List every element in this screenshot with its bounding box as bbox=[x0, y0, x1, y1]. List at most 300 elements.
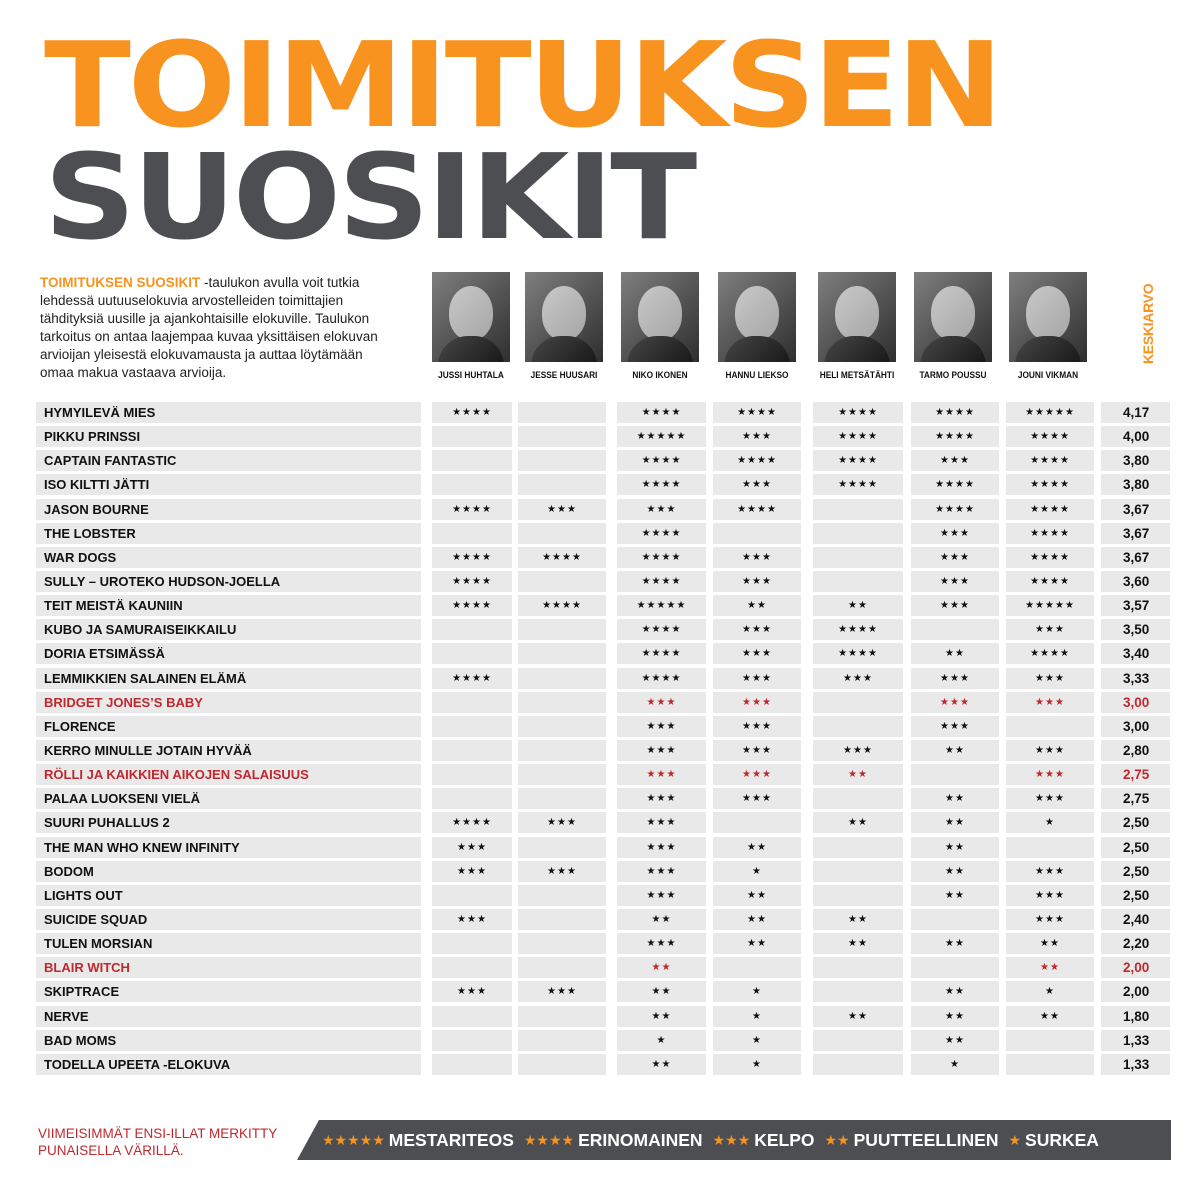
rating-cell bbox=[432, 474, 512, 495]
table-row bbox=[36, 980, 1170, 1004]
rating-cell bbox=[518, 957, 606, 978]
legend-stars-icon: ★★★★ bbox=[523, 1131, 575, 1148]
rating-cell: ★★★★ bbox=[518, 547, 606, 568]
rating-cell: ★ bbox=[713, 1030, 801, 1051]
average-cell: 2,75 bbox=[1101, 764, 1170, 785]
rating-cell: ★★★★ bbox=[1006, 571, 1094, 592]
movie-title: KUBO JA SAMURAISEIKKAILU bbox=[36, 619, 421, 640]
movie-title: ISO KILTTI JÄTTI bbox=[36, 474, 421, 495]
rating-cell bbox=[911, 909, 999, 930]
average-cell: 2,50 bbox=[1101, 837, 1170, 858]
rating-cell: ★★★ bbox=[432, 909, 512, 930]
rating-cell: ★★★ bbox=[713, 692, 801, 713]
rating-cell: ★★★★ bbox=[432, 402, 512, 423]
rating-cell: ★★★★★ bbox=[1006, 595, 1094, 616]
legend-label: SURKEA bbox=[1025, 1129, 1099, 1150]
rating-cell: ★★★ bbox=[713, 547, 801, 568]
rating-cell bbox=[518, 692, 606, 713]
rating-cell bbox=[813, 861, 903, 882]
table-row bbox=[36, 522, 1170, 546]
rating-cell: ★★★ bbox=[813, 740, 903, 761]
rating-cell: ★★ bbox=[911, 740, 999, 761]
rating-cell: ★★★ bbox=[713, 643, 801, 664]
table-row bbox=[36, 401, 1170, 425]
movie-title: RÖLLI JA KAIKKIEN AIKOJEN SALAISUUS bbox=[36, 764, 421, 785]
rating-cell: ★★★★ bbox=[617, 474, 706, 495]
rating-cell: ★★ bbox=[813, 764, 903, 785]
movie-title: BAD MOMS bbox=[36, 1030, 421, 1051]
rating-cell: ★★★ bbox=[813, 668, 903, 689]
rating-cell bbox=[432, 619, 512, 640]
rating-cell: ★★★★ bbox=[813, 426, 903, 447]
legend-stars-icon: ★★ bbox=[824, 1131, 850, 1148]
critic-name: HANNU LIEKSO bbox=[725, 370, 789, 380]
rating-cell: ★★★★ bbox=[713, 450, 801, 471]
rating-cell: ★★★★ bbox=[713, 499, 801, 520]
table-row bbox=[36, 642, 1170, 666]
rating-cell: ★★★★ bbox=[911, 474, 999, 495]
average-cell: 3,57 bbox=[1101, 595, 1170, 616]
rating-cell: ★★★ bbox=[911, 668, 999, 689]
rating-cell: ★★★ bbox=[617, 716, 706, 737]
rating-cell: ★★★★ bbox=[432, 668, 512, 689]
rating-cell: ★★★ bbox=[617, 788, 706, 809]
critic-column-header bbox=[612, 272, 708, 380]
table-row bbox=[36, 860, 1170, 884]
rating-cell: ★★ bbox=[617, 957, 706, 978]
rating-cell: ★ bbox=[713, 981, 801, 1002]
rating-cell bbox=[518, 1006, 606, 1027]
average-cell: 3,80 bbox=[1101, 450, 1170, 471]
rating-cell: ★ bbox=[911, 1054, 999, 1075]
table-row bbox=[36, 425, 1170, 449]
rating-cell: ★ bbox=[713, 1006, 801, 1027]
table-row bbox=[36, 739, 1170, 763]
rating-cell: ★★★ bbox=[617, 740, 706, 761]
rating-cell: ★★ bbox=[911, 643, 999, 664]
rating-cell: ★★★ bbox=[911, 547, 999, 568]
rating-cell: ★★ bbox=[911, 1030, 999, 1051]
rating-cell: ★★★ bbox=[617, 861, 706, 882]
rating-cell bbox=[518, 523, 606, 544]
rating-cell bbox=[432, 1030, 512, 1051]
rating-cell: ★★★ bbox=[1006, 692, 1094, 713]
rating-cell: ★★ bbox=[713, 837, 801, 858]
rating-cell bbox=[518, 426, 606, 447]
legend-label: MESTARITEOS bbox=[388, 1129, 514, 1150]
critic-column-header bbox=[516, 272, 612, 380]
rating-cell bbox=[813, 1030, 903, 1051]
rating-cell bbox=[432, 933, 512, 954]
rating-cell: ★★★ bbox=[617, 764, 706, 785]
rating-cell: ★★ bbox=[911, 837, 999, 858]
rating-cell bbox=[518, 571, 606, 592]
rating-cell: ★★★ bbox=[617, 885, 706, 906]
rating-cell: ★★★★ bbox=[432, 547, 512, 568]
rating-cell bbox=[813, 788, 903, 809]
movie-title: LEMMIKKIEN SALAINEN ELÄMÄ bbox=[36, 668, 421, 689]
movie-title: SUURI PUHALLUS 2 bbox=[36, 812, 421, 833]
rating-cell: ★★★★ bbox=[813, 450, 903, 471]
rating-cell: ★★★★ bbox=[617, 523, 706, 544]
rating-cell bbox=[432, 523, 512, 544]
rating-cell bbox=[813, 523, 903, 544]
rating-cell: ★★★ bbox=[713, 619, 801, 640]
rating-cell bbox=[813, 885, 903, 906]
rating-cell: ★★★★ bbox=[432, 812, 512, 833]
rating-cell: ★★ bbox=[617, 1054, 706, 1075]
rating-cell: ★★★ bbox=[1006, 861, 1094, 882]
rating-cell: ★★★★ bbox=[432, 595, 512, 616]
table-row bbox=[36, 667, 1170, 691]
table-row bbox=[36, 956, 1170, 980]
rating-cell: ★★★ bbox=[713, 740, 801, 761]
legend-label: PUUTTEELLINEN bbox=[853, 1129, 999, 1150]
rating-cell: ★★★★★ bbox=[617, 426, 706, 447]
rating-cell: ★★★★ bbox=[432, 499, 512, 520]
rating-cell: ★★★ bbox=[1006, 788, 1094, 809]
rating-cell: ★★ bbox=[911, 1006, 999, 1027]
movie-title: SKIPTRACE bbox=[36, 981, 421, 1002]
rating-cell: ★★★★ bbox=[617, 450, 706, 471]
rating-cell: ★★★★ bbox=[1006, 547, 1094, 568]
rating-cell: ★★ bbox=[911, 861, 999, 882]
rating-cell: ★ bbox=[713, 1054, 801, 1075]
rating-cell: ★★★ bbox=[713, 716, 801, 737]
average-cell: 1,80 bbox=[1101, 1006, 1170, 1027]
average-cell: 2,50 bbox=[1101, 861, 1170, 882]
average-cell: 2,40 bbox=[1101, 909, 1170, 930]
rating-cell bbox=[432, 643, 512, 664]
rating-cell bbox=[518, 402, 606, 423]
rating-cell: ★★★ bbox=[518, 861, 606, 882]
rating-cell bbox=[1006, 837, 1094, 858]
page-title-line2: SUOSIKIT bbox=[44, 128, 694, 266]
legend-label: KELPO bbox=[754, 1129, 815, 1150]
rating-cell bbox=[518, 885, 606, 906]
table-row bbox=[36, 1005, 1170, 1029]
rating-cell: ★★★ bbox=[911, 716, 999, 737]
movie-title: SUICIDE SQUAD bbox=[36, 909, 421, 930]
legend-items bbox=[322, 1120, 1105, 1160]
movie-title: PALAA LUOKSENI VIELÄ bbox=[36, 788, 421, 809]
rating-cell: ★★★★ bbox=[1006, 643, 1094, 664]
rating-cell: ★★★ bbox=[911, 692, 999, 713]
rating-cell: ★★★★ bbox=[713, 402, 801, 423]
table-row bbox=[36, 908, 1170, 932]
rating-cell bbox=[813, 716, 903, 737]
table-row bbox=[36, 618, 1170, 642]
rating-cell: ★ bbox=[1006, 812, 1094, 833]
movie-title: TODELLA UPEETA -ELOKUVA bbox=[36, 1054, 421, 1075]
rating-cell bbox=[432, 426, 512, 447]
critic-name: JESSE HUUSARI bbox=[530, 370, 598, 380]
average-cell: 2,80 bbox=[1101, 740, 1170, 761]
average-cell: 3,33 bbox=[1101, 668, 1170, 689]
rating-cell: ★★★★ bbox=[1006, 426, 1094, 447]
movie-title: SULLY – UROTEKO HUDSON-JOELLA bbox=[36, 571, 421, 592]
rating-cell: ★★★★ bbox=[617, 619, 706, 640]
rating-cell: ★★★★★ bbox=[1006, 402, 1094, 423]
average-cell: 3,67 bbox=[1101, 547, 1170, 568]
rating-cell: ★★★★ bbox=[813, 643, 903, 664]
rating-cell: ★★★★ bbox=[617, 668, 706, 689]
rating-cell: ★★★ bbox=[518, 812, 606, 833]
rating-cell: ★★★ bbox=[617, 499, 706, 520]
critic-photo bbox=[914, 272, 992, 362]
rating-cell: ★★ bbox=[1006, 933, 1094, 954]
rating-cell: ★★★ bbox=[1006, 764, 1094, 785]
rating-cell bbox=[1006, 1054, 1094, 1075]
rating-cell: ★★ bbox=[713, 909, 801, 930]
table-row bbox=[36, 546, 1170, 570]
table-row bbox=[36, 787, 1170, 811]
critic-column-header bbox=[905, 272, 1001, 380]
rating-cell: ★★★★ bbox=[1006, 523, 1094, 544]
table-row bbox=[36, 691, 1170, 715]
critic-photo bbox=[718, 272, 796, 362]
legend-stars-icon: ★ bbox=[1008, 1131, 1022, 1148]
rating-cell: ★★ bbox=[713, 885, 801, 906]
intro-body: -taulukon avulla voit tutkia lehdessä uutuuselokuvia arvostelleiden toimittajien tähdityksiä uusille ja ajankohtaisille elokuville. Taulukon tarkoitus on antaa laajempaa kuvaa yksittäisen elokuvan arvioijan yleisestä elokuvamausta ja auttaa löytämään omaa makua vastaava arvioija. bbox=[40, 275, 378, 380]
average-column-label bbox=[1124, 272, 1156, 364]
rating-cell bbox=[813, 499, 903, 520]
movie-title: PIKKU PRINSSI bbox=[36, 426, 421, 447]
rating-cell: ★★★ bbox=[1006, 619, 1094, 640]
rating-cell: ★★ bbox=[1006, 1006, 1094, 1027]
rating-cell bbox=[813, 692, 903, 713]
rating-cell: ★★★★ bbox=[617, 643, 706, 664]
average-cell: 2,75 bbox=[1101, 788, 1170, 809]
rating-cell: ★★★★ bbox=[911, 499, 999, 520]
rating-cell: ★★★ bbox=[911, 450, 999, 471]
rating-cell bbox=[432, 740, 512, 761]
average-cell: 2,50 bbox=[1101, 885, 1170, 906]
rating-cell: ★★★★ bbox=[1006, 499, 1094, 520]
rating-cell bbox=[518, 1054, 606, 1075]
rating-cell: ★★★ bbox=[911, 523, 999, 544]
rating-cell: ★★★ bbox=[1006, 885, 1094, 906]
rating-cell: ★★★ bbox=[518, 499, 606, 520]
intro-highlight: TOIMITUKSEN SUOSIKIT bbox=[40, 275, 201, 290]
rating-cell: ★ bbox=[1006, 981, 1094, 1002]
rating-cell: ★★ bbox=[813, 909, 903, 930]
rating-cell: ★★ bbox=[813, 933, 903, 954]
critic-column-header bbox=[709, 272, 805, 380]
legend-note: VIIMEISIMMÄT ENSI-ILLAT MERKITTY PUNAISELLA VÄRILLÄ. bbox=[38, 1126, 278, 1158]
critic-name: TARMO POUSSU bbox=[919, 370, 987, 380]
rating-cell: ★★★★ bbox=[911, 426, 999, 447]
average-label-text: KESKIARVO bbox=[1140, 283, 1156, 364]
rating-cell: ★★★ bbox=[911, 571, 999, 592]
intro-text bbox=[40, 274, 390, 382]
rating-cell bbox=[518, 764, 606, 785]
rating-cell: ★★★ bbox=[713, 668, 801, 689]
critic-name: JOUNI VIKMAN bbox=[1017, 370, 1079, 380]
rating-cell: ★★★ bbox=[911, 595, 999, 616]
rating-cell: ★★ bbox=[1006, 957, 1094, 978]
rating-cell: ★★★ bbox=[432, 837, 512, 858]
rating-cell: ★★★★ bbox=[432, 571, 512, 592]
rating-cell: ★★★ bbox=[713, 788, 801, 809]
rating-cell bbox=[813, 571, 903, 592]
critic-name: HELI METSÄTÄHTI bbox=[819, 370, 895, 380]
rating-cell: ★★ bbox=[713, 933, 801, 954]
rating-cell: ★★★★ bbox=[1006, 474, 1094, 495]
rating-cell: ★★★ bbox=[518, 981, 606, 1002]
rating-cell bbox=[518, 1030, 606, 1051]
table-row bbox=[36, 473, 1170, 497]
rating-cell bbox=[713, 523, 801, 544]
legend-label: ERINOMAINEN bbox=[578, 1129, 703, 1150]
rating-cell bbox=[432, 957, 512, 978]
rating-cell: ★★★★ bbox=[617, 402, 706, 423]
rating-cell bbox=[1006, 1030, 1094, 1051]
rating-cell bbox=[518, 450, 606, 471]
rating-cell: ★★★ bbox=[432, 861, 512, 882]
rating-cell: ★★ bbox=[911, 981, 999, 1002]
critic-photo bbox=[818, 272, 896, 362]
rating-cell bbox=[432, 716, 512, 737]
rating-cell: ★★★ bbox=[617, 933, 706, 954]
average-cell: 3,60 bbox=[1101, 571, 1170, 592]
average-cell: 1,33 bbox=[1101, 1030, 1170, 1051]
rating-cell bbox=[432, 788, 512, 809]
rating-cell: ★★ bbox=[911, 933, 999, 954]
table-row bbox=[36, 1029, 1170, 1053]
rating-cell bbox=[432, 1006, 512, 1027]
rating-cell: ★★ bbox=[813, 1006, 903, 1027]
average-cell: 3,67 bbox=[1101, 499, 1170, 520]
movie-title: TEIT MEISTÄ KAUNIIN bbox=[36, 595, 421, 616]
rating-cell bbox=[518, 716, 606, 737]
movie-title: LIGHTS OUT bbox=[36, 885, 421, 906]
critic-column-header bbox=[423, 272, 519, 380]
movie-title: BLAIR WITCH bbox=[36, 957, 421, 978]
rating-cell bbox=[518, 837, 606, 858]
legend-stars-icon: ★★★ bbox=[712, 1131, 751, 1148]
rating-cell bbox=[432, 885, 512, 906]
rating-cell bbox=[518, 619, 606, 640]
critic-column-header bbox=[809, 272, 905, 380]
movie-title: WAR DOGS bbox=[36, 547, 421, 568]
rating-cell: ★★★ bbox=[1006, 668, 1094, 689]
rating-cell: ★★ bbox=[617, 981, 706, 1002]
rating-cell bbox=[713, 812, 801, 833]
average-cell: 1,33 bbox=[1101, 1054, 1170, 1075]
average-cell: 2,00 bbox=[1101, 981, 1170, 1002]
rating-cell: ★★ bbox=[813, 812, 903, 833]
table-row bbox=[36, 884, 1170, 908]
rating-cell: ★★★★ bbox=[1006, 450, 1094, 471]
movie-title: CAPTAIN FANTASTIC bbox=[36, 450, 421, 471]
rating-cell bbox=[813, 837, 903, 858]
rating-cell: ★★★ bbox=[713, 764, 801, 785]
average-cell: 3,80 bbox=[1101, 474, 1170, 495]
rating-cell: ★ bbox=[617, 1030, 706, 1051]
average-cell: 4,00 bbox=[1101, 426, 1170, 447]
rating-cell: ★★★★ bbox=[813, 474, 903, 495]
rating-cell: ★★★ bbox=[1006, 740, 1094, 761]
rating-cell bbox=[911, 619, 999, 640]
rating-cell bbox=[432, 764, 512, 785]
rating-cell bbox=[1006, 716, 1094, 737]
rating-cell bbox=[432, 1054, 512, 1075]
table-row bbox=[36, 498, 1170, 522]
critic-photo bbox=[525, 272, 603, 362]
rating-cell: ★★★ bbox=[713, 571, 801, 592]
average-cell: 3,67 bbox=[1101, 523, 1170, 544]
rating-cell bbox=[518, 474, 606, 495]
critic-photo bbox=[1009, 272, 1087, 362]
rating-cell bbox=[911, 957, 999, 978]
rating-cell: ★★★ bbox=[432, 981, 512, 1002]
average-cell: 3,00 bbox=[1101, 716, 1170, 737]
movie-title: KERRO MINULLE JOTAIN HYVÄÄ bbox=[36, 740, 421, 761]
average-cell: 3,40 bbox=[1101, 643, 1170, 664]
rating-cell: ★★ bbox=[911, 885, 999, 906]
table-row bbox=[36, 594, 1170, 618]
movie-title: NERVE bbox=[36, 1006, 421, 1027]
legend-stars-icon: ★★★★★ bbox=[322, 1131, 385, 1148]
rating-cell: ★★ bbox=[911, 788, 999, 809]
table-row bbox=[36, 932, 1170, 956]
table-row bbox=[36, 763, 1170, 787]
rating-cell: ★★★★ bbox=[617, 571, 706, 592]
rating-cell: ★★★ bbox=[617, 692, 706, 713]
rating-cell bbox=[713, 957, 801, 978]
average-cell: 2,20 bbox=[1101, 933, 1170, 954]
movie-title: THE LOBSTER bbox=[36, 523, 421, 544]
rating-cell bbox=[518, 740, 606, 761]
rating-cell: ★★★ bbox=[1006, 909, 1094, 930]
movie-title: TULEN MORSIAN bbox=[36, 933, 421, 954]
rating-cell: ★★★★ bbox=[813, 402, 903, 423]
rating-cell: ★★★ bbox=[617, 812, 706, 833]
critic-column-header bbox=[1000, 272, 1096, 380]
rating-cell: ★★★ bbox=[617, 837, 706, 858]
rating-cell bbox=[813, 957, 903, 978]
rating-cell bbox=[813, 1054, 903, 1075]
movie-title: BODOM bbox=[36, 861, 421, 882]
average-cell: 2,00 bbox=[1101, 957, 1170, 978]
critic-name: JUSSI HUHTALA bbox=[438, 370, 504, 380]
rating-cell: ★★ bbox=[617, 909, 706, 930]
rating-cell: ★★★★ bbox=[813, 619, 903, 640]
table-row bbox=[36, 570, 1170, 594]
rating-cell: ★★ bbox=[713, 595, 801, 616]
movie-title: THE MAN WHO KNEW INFINITY bbox=[36, 837, 421, 858]
rating-cell: ★★ bbox=[813, 595, 903, 616]
average-cell: 3,50 bbox=[1101, 619, 1170, 640]
table-row bbox=[36, 1053, 1170, 1077]
table-row bbox=[36, 715, 1170, 739]
rating-cell: ★ bbox=[713, 861, 801, 882]
rating-cell: ★★★ bbox=[713, 426, 801, 447]
rating-cell: ★★ bbox=[617, 1006, 706, 1027]
rating-cell bbox=[518, 643, 606, 664]
critic-name: NIKO IKONEN bbox=[632, 370, 688, 380]
page-title-line1: TOIMITUKSEN bbox=[44, 16, 1000, 154]
rating-cell bbox=[518, 668, 606, 689]
ratings-table bbox=[36, 401, 1170, 1077]
movie-title: BRIDGET JONES’S BABY bbox=[36, 692, 421, 713]
movie-title: JASON BOURNE bbox=[36, 499, 421, 520]
rating-cell bbox=[432, 450, 512, 471]
average-cell: 4,17 bbox=[1101, 402, 1170, 423]
table-row bbox=[36, 811, 1170, 835]
rating-cell: ★★★ bbox=[713, 474, 801, 495]
